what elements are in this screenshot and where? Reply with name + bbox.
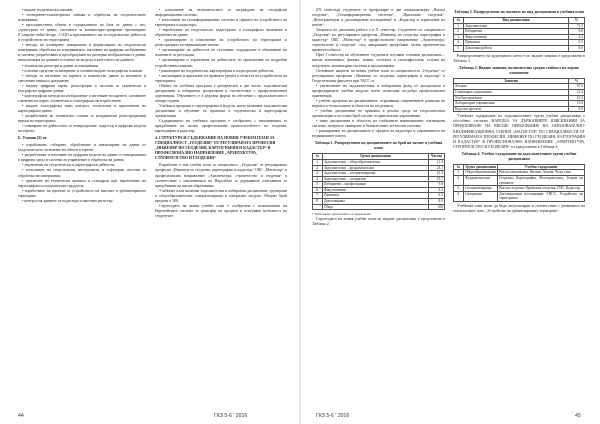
table-cell: 6.5 [429, 193, 445, 199]
table-cell: Учебни практики [454, 95, 569, 101]
table-cell: 47.6 [569, 84, 585, 90]
right-column-1 [312, 8, 445, 410]
paragraph: • прилагане на технически правила и стандарти при изработване на картографски и геодезически продукти; [18, 178, 146, 188]
paragraph: • организиране и изпълнение на устройството на територията и регистрацията на недвижимите имоти; [155, 38, 287, 48]
table-cell [313, 204, 323, 210]
table-cell: Дистанционни изследвания, ГНСС, Устройство на територията [499, 191, 583, 201]
table3-body [454, 84, 585, 112]
table-cell: Задължителни – специализиращи [323, 171, 429, 177]
table-cell: Курсови проекти [454, 106, 569, 112]
paragraph: • използване на геодезически инструменти и софтуерни системи за обработка на измервания; [18, 168, 146, 178]
table-cell: 1. [454, 170, 464, 176]
table-cell: Семинарни упражнения [454, 89, 569, 95]
table-cell: Избираеми [464, 29, 569, 35]
paragraph: Разработен е нов учебен план за специалност „Геодезия“ от регулираната професия „Инженер по геодезия, картография и кадастър“ ОКС „Магистър“ в професионално направление „Архитектура, строителство и геодезия“ в съответствие с изискванията на Наредбата за държавните изисквания за придобиване на висше образование. [155, 163, 287, 188]
paragraph: • методи на планиране, извършване и формулиране на геодезически измервания; обработка на измерванията, изготвяне на цифрови изображения и сигнали, разработване и преобразуване на растерни изображения от данни, визуализация на данните и оценка на модели и качеството на данните; [18, 43, 146, 63]
paragraph: • учебни дисциплини по практика в реална среда на геодезическата организация и по-голям брой часове за практически упражнения; [312, 108, 445, 118]
table-cell: 23.1 [429, 165, 445, 171]
table-header-cell: Учебно съдържание [498, 164, 585, 170]
table-cell: Дипломиране [323, 199, 429, 205]
paragraph: • анализиране и прилагане на правната уредба в областта на устройството на територията. [155, 73, 287, 83]
table-cell: 3. [454, 34, 464, 40]
paragraph: Защитата на дипломна работа е в Х семестър. Студентите по специалност „Геодезия“ по регулираната професия „Инженер по геодезия, картография и кадастър“ ОКС „Магистър“ в професионално направление „Архитектура, строителство и геодезия“ след завършване придобиват пълна проектантска правоспособност. [312, 28, 445, 53]
paragraph: • видове геодезически снимки; [22, 8, 74, 12]
paragraph: Учебният план може да бъде актуализиран в съответствие с развитието на технологиите, като „Устройство на урбанизираните територии“. [453, 203, 585, 213]
right-page-number: 45 [575, 413, 581, 419]
table-row [313, 204, 445, 210]
paragraph: Структурата на новия учебен план е съобразена с изискванията на Европейската система за трансфер на кредити и осигурява мобилност на студентите. [155, 203, 287, 218]
section-4-heading: 4. СТРУКТУРА И СЪДЪРЖАНИЕ НА НОВИЯ УЧЕБЕН ПЛАН ЗА СПЕЦИАЛНОСТ „ГЕОДЕЗИЯ“ ОТ РЕГУЛИРАНАТА ПРОФЕСИЯ „ИНЖЕНЕР ПО ГЕОДЕЗИЯ, КАРТОГРАФИЯ И КАДАСТЪР“ В ПРОФЕСИОНАЛНО НАПРАВЛЕНИЕ „АРХИТЕКТУРА, СТРОИТЕЛСТВО И ГЕОДЕЗИЯ“ [155, 136, 276, 161]
page-gutter [299, 0, 301, 424]
right-col1-tail [312, 217, 445, 227]
paragraph: • картографски методи на изображение и изготвяне на картите, основните елементи на карти, технически и топографски на изработване; [18, 93, 146, 103]
table-cell: 100 [429, 204, 445, 210]
paragraph: • видове цифрови карти, регистрация и системи за технически и географски цифрови данни; [18, 83, 146, 93]
table-cell: 8. [313, 199, 323, 205]
table-header-cell: № [454, 164, 464, 170]
paragraph: • електронно-тахиметрична снимка и обработка на геодезическите измервания; [18, 13, 146, 23]
left-column-1 [18, 8, 146, 410]
table-cell: 12.4 [569, 89, 585, 95]
table-header-cell: Вид дисциплини [464, 18, 569, 24]
table-header-cell: % [569, 18, 585, 24]
table-header-cell: № [313, 154, 323, 160]
paragraph: Основните акценти на новия учебен план за специалността „Геодезия“ от регулираната професия „Инженер по геодезия, картография и кадастър“ в Геодезическия факултет при УАСГ са: [312, 68, 445, 83]
paragraph: • организиране на дейността по съставяне, поддържане и обновяване на плановете за регулация; [155, 48, 287, 58]
table-header-cell: Група дисциплини [465, 164, 496, 169]
table-cell: 13.8 [569, 101, 585, 107]
table4-body [454, 170, 585, 202]
paragraph: • основни средства за измерване и основни видове топографски планове; [22, 68, 144, 73]
table-cell: 8.0 [569, 46, 585, 52]
table-cell: 6.5 [569, 40, 585, 46]
right-col2-intro [453, 54, 585, 64]
table-cell: 4.2 [569, 34, 585, 40]
table-cell: Факултативни [323, 187, 429, 193]
table-cell: 4. [454, 191, 464, 201]
table1-body [313, 159, 445, 209]
table-cell: 9.8 [569, 29, 585, 35]
table-cell: Задължителни – общообразователни [323, 159, 429, 165]
table-cell: 5. [313, 182, 323, 188]
table-cell: 15.7 [429, 176, 445, 182]
table1-caption: Таблица 1. Разпределение на дисциплините по брой на часове в учебния план [314, 141, 443, 151]
paragraph: Съдържанието на учебната програма е съобразено с изискванията за придобиване на пълна професионална правоспособност по геодезия, картография и кадастър. [155, 119, 287, 134]
right-col2-body [453, 114, 585, 149]
paragraph: Разпределението на аудиторната заетост по видове занятия е представено в Таблица 3. [453, 53, 585, 63]
table-cell: Лекции [454, 84, 569, 90]
left-journal-footer: ГКЗ 5-6 ' 2016 [214, 413, 248, 419]
table-cell: 7. [313, 193, 323, 199]
left-page-number: 44 [18, 413, 24, 419]
paragraph: • учебни програми на дисциплините, отразяващи съвременните развития на науката и технологиите в областта на геодезията; [312, 98, 445, 108]
table-cell: Специални [464, 191, 498, 201]
table1 [312, 153, 445, 210]
paragraph: • изработване на проекти за устройството на имотите в урбанизираните територии; [18, 188, 146, 198]
paragraph: Учебната програма е структурирана в модули, които включват задължителни дисциплини и обучение по практика в геодезически и картографски организации. [155, 103, 287, 118]
paragraph: През I семестър на обучението студентите изучават основни дисциплини – висша математика, физика, химия, геология и геоморфология, основи на геодезията, компютърни системи и програмиране. [312, 53, 445, 68]
table-cell: Практики [323, 193, 429, 199]
table-cell: Избираеми – профилиращи [323, 182, 429, 188]
paragraph: • нови дисциплини в областта на глобалните навигационни спътникови системи, лазерното сканиране и безпилотните летателни системи; [312, 119, 445, 129]
paragraph: Обемът на учебната програма е разпределен в две части: задължителни дисциплини и избираеми дисциплини в съответствие с професионалната ориентация. Обучението е в редовна форма на обучение с продължителност четири години. [155, 83, 287, 103]
table2-body [454, 23, 585, 51]
paragraph: • изработване, събиране, обработване и анализиране на данни от геодезическото заснемане на обекти в терена; [18, 143, 146, 153]
table-cell: 3. [313, 171, 323, 177]
skills-heading: Б. Умения [2] за: [18, 136, 48, 141]
table-header-cell: % [569, 78, 585, 84]
table-cell: Задължителни – специални [323, 176, 429, 182]
left-col2-paragraphs [155, 84, 287, 134]
table-cell: 71.5 [569, 23, 585, 29]
paragraph: • разширяване на дисциплините в сферата на кадастъра и управлението на недвижимите имоти. [312, 129, 445, 139]
table-cell: Специализиращи [464, 186, 498, 192]
right-column-2 [453, 8, 585, 410]
table-row [454, 175, 585, 185]
table2 [453, 17, 585, 52]
table-cell: 4.2 [429, 187, 445, 193]
table-row [454, 46, 585, 52]
paragraph: • организиране и управление на дейностите по приложение на подробни устройствени планове; [155, 58, 287, 68]
table-header-cell: Занятия [454, 78, 569, 84]
paragraph: • използване на възможностите за изграждане на географски информационни системи; [155, 8, 287, 18]
paragraph: • методи за изготвяне на картите и количество данни за имотните и смесените книжа и документи; [18, 73, 146, 83]
table-cell: 2. [454, 29, 464, 35]
paragraph: Учебният съдържание на задължителните групи учебни дисциплини е обособено съгласно НАРЕДБА ЗА ДЪРЖАВНИТЕ ИЗИСКВАНИЯ ЗА ПРИДОБИВАНЕ НА ВИСШЕ ОБРАЗОВАНИЕ НА ОБРАЗОВАТЕЛНО-КВАЛИФИКАЦИОННА СТЕПЕН „МАГИСТЪР“ ПО СПЕЦИАЛНОСТИ ОТ РЕГУЛИРАНАТА ПРОФЕСИЯ „ИНЖЕНЕР ПО ГЕОДЕЗИЯ, КАРТОГРАФИЯ И КАДАСТЪР“ В ПРОФЕСИОНАЛНО НАПРАВЛЕНИЕ „АРХИТЕКТУРА, СТРОИТЕЛСТВО И ГЕОДЕЗИЯ“ и е представено в Таблица 4. [453, 114, 585, 149]
table1-note: * Забележка: процентите са закръглени [312, 212, 371, 217]
table-cell: 5. [454, 46, 464, 52]
table-cell: 4. [454, 40, 464, 46]
table-cell: Практики [464, 40, 569, 46]
table-cell: Задължителни – фундаментални [323, 165, 429, 171]
paragraph: • използване на геоинформационни системи в сферата на устройството на територията и кадастъра; [155, 18, 287, 28]
table-cell: 6.9 [569, 106, 585, 112]
paragraph: • разработване на технически основи за координатни регистрационни мрежи на територията; [18, 113, 146, 124]
left-col1-skills [18, 143, 146, 204]
table4-caption: Таблица 4. Учебно съдържание на задължителните групи учебни дисциплини [461, 151, 577, 161]
table-row [454, 106, 585, 112]
paragraph: • пространствена обекти в съдържанието на база от данни с тях, структурата от данни, системата за компютърно-графично проектиране (Computer-aided design - CAD) и приложението им за геодезически дейности в устройството на територията; [18, 23, 146, 43]
table-cell: 2. [313, 165, 323, 171]
paragraph: • технически регистри и данни за измервания; [22, 63, 99, 68]
paragraph: • управление на геодезически и картографски дейности; [22, 163, 116, 168]
table-cell: Задължителни [464, 23, 569, 29]
table-cell: Факултативни [464, 34, 569, 40]
paragraph: • контрол на данните от кадастъра и имотния регистър. [22, 198, 114, 203]
paragraph: (IX семестър) студентите се профилират в две специализации: „Висша геодезия“, „Геоинформационни системи“, „Приложна геодезия“, „Фотограметрия и дистанционни изследвания“ и „Кадастър и управление на имоти“. [312, 8, 445, 28]
table-cell: Фундаментални [464, 175, 498, 185]
table-row [454, 191, 585, 201]
table-cell: 11.4 [429, 159, 445, 165]
table-cell: Висша геодезия, Приложна геодезия, ГИС, Кадастър [498, 186, 585, 192]
paragraph: • ръководене на геодезически, картографски и кадастрални дейности; [159, 68, 275, 73]
paragraph: Учебният план включва задължителни и избираеми дисциплини, групирани в общообразователни, специализиращи и специални модули. Общият брой кредити е 300. [155, 188, 287, 203]
table2-caption: Таблица 2. Разпределение на часовете по вид дисциплини в учебния план [454, 10, 584, 14]
paragraph: • планиране на дейностите за земеразделяне, кадастър и цифрови модели на терена; [18, 124, 146, 134]
paragraph: Структурата на новия учебен план по видове дисциплини е представена в Таблица 2. [312, 217, 445, 227]
table-cell: Геодезия, Картография, Фотограметрия, Теория на грешките [499, 175, 583, 185]
table-cell: 8.0 [429, 199, 445, 205]
table-row [454, 170, 585, 176]
table-cell: 1. [313, 159, 323, 165]
table-header-cell: Часове [429, 154, 445, 160]
left-column-2 [155, 8, 287, 410]
table-cell: 1. [454, 23, 464, 29]
table-cell: Общообразователни [465, 170, 497, 175]
paragraph: • видове топографски ниво контрол, технология и приложение на картографски данни; [18, 103, 146, 113]
table-cell: Общо [323, 204, 429, 210]
table-cell: 19.3 [569, 95, 585, 101]
paragraph: • увеличаване на задължителния и избираемия фонд от дисциплини в профилиращите учебни модули, което позволява по-добра професионална ориентация; [312, 83, 445, 98]
table-cell: 9.8 [429, 182, 445, 188]
table4 [453, 164, 585, 202]
table-cell: 3. [454, 186, 464, 192]
table-row [454, 186, 585, 192]
paragraph: • изработване на геодезическо, кадастрално и топографско заснемане и обработка на данни; [155, 28, 287, 38]
paragraph: • разработване и изготвяне на цифрови модели на данни от измерванията в цифрова среда и системи за управление и обработка на данни; [18, 153, 146, 163]
right-col1-paragraphs [312, 8, 445, 139]
table3-caption: Таблица 3. Видове занятия, включително средна стойност на хорово отношение [458, 65, 580, 75]
left-col2-section4 [155, 163, 287, 219]
table-cell: 4. [313, 176, 323, 182]
table-cell: Висша математика, Физика, Химия, Чужд език [498, 170, 585, 176]
table-cell: 6. [313, 187, 323, 193]
right-journal-footer: ГКЗ 5-6 ' 2016 [316, 413, 350, 419]
table-header-cell: № [454, 18, 464, 24]
table3 [453, 78, 585, 113]
table-cell: 2. [454, 175, 464, 185]
left-col1-bullets [18, 8, 146, 134]
table-header-cell: Група дисциплини [323, 154, 429, 160]
right-col2-tail [453, 204, 585, 214]
left-col2-bullets [155, 8, 287, 84]
table-cell: Дипломна работа [464, 46, 569, 52]
table-cell: Лабораторни упражнения [454, 101, 569, 107]
table-cell: 21.3 [429, 171, 445, 177]
